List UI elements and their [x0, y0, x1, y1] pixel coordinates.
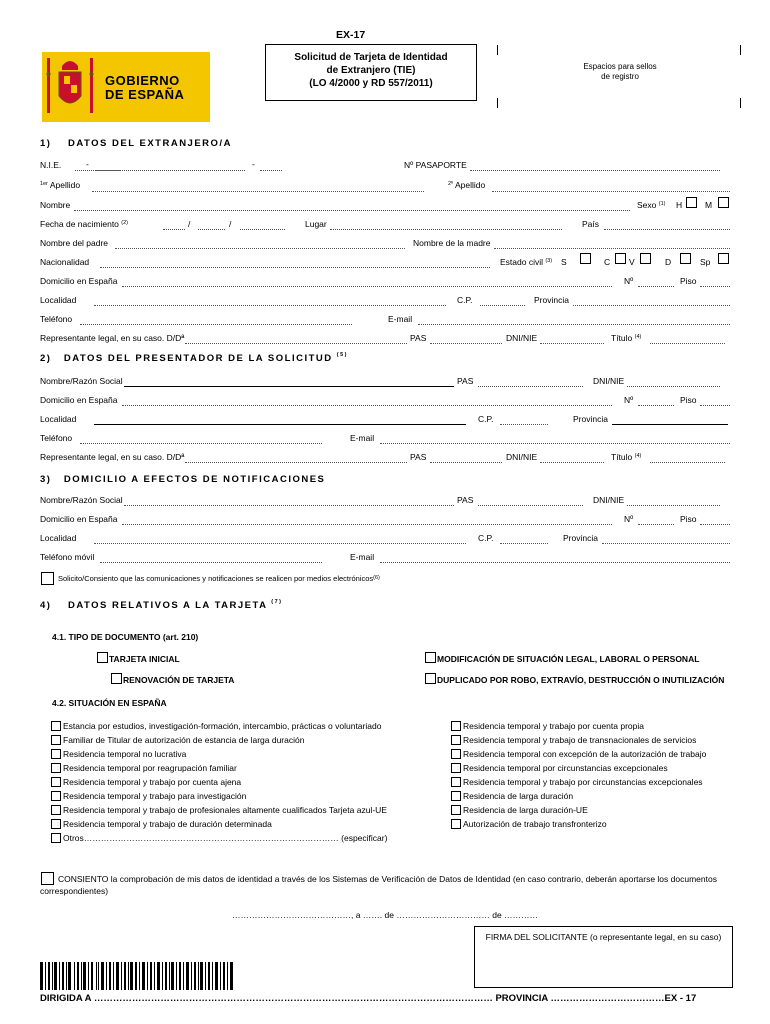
- doc-type-checkbox[interactable]: [425, 652, 436, 663]
- doc-type-label: TARJETA INICIAL: [109, 654, 180, 664]
- section-2-title: 2) DATOS DEL PRESENTADOR DE LA SOLICITUD $^{(5)}$: [40, 352, 348, 364]
- email-field[interactable]: [418, 324, 730, 325]
- notif-address-label: Domicilio en España: [40, 514, 118, 524]
- notif-city-label: Localidad: [40, 533, 77, 543]
- situation-label: Residencia de larga duración-UE: [463, 805, 588, 815]
- sex-m-checkbox[interactable]: [718, 197, 729, 208]
- government-logo: [42, 52, 210, 122]
- presenter-name-field[interactable]: [124, 386, 454, 387]
- situation-label: Residencia temporal y trabajo de duración determinada: [63, 819, 272, 829]
- situation-label: Otros……………………………………………………………………………… (especificar): [63, 833, 388, 843]
- situation-checkbox[interactable]: [451, 749, 461, 759]
- father-label: Nombre del padre: [40, 238, 109, 248]
- stamp-label: Espacios para sellos de registro: [583, 62, 657, 81]
- situation-checkbox[interactable]: [451, 721, 461, 731]
- mother-label: Nombre de la madre: [413, 238, 491, 248]
- doc-type-checkbox[interactable]: [97, 652, 108, 663]
- civil-c-checkbox[interactable]: [615, 253, 626, 264]
- civil-d-checkbox[interactable]: [680, 253, 691, 264]
- logo-text-line2: DE ESPAÑA: [105, 87, 185, 102]
- father-field[interactable]: [115, 248, 405, 249]
- addressed-to-line: DIRIGIDA A ……………………………………………………………………………………………………………… PROVINCIA ………………………………EX - 17: [40, 993, 697, 1004]
- civil-s-checkbox[interactable]: [580, 253, 591, 264]
- floor-field[interactable]: [700, 286, 730, 287]
- situation-checkbox[interactable]: [51, 749, 61, 759]
- birth-month-field[interactable]: [198, 229, 225, 230]
- situation-label: Residencia temporal con excepción de la autorización de trabajo: [463, 749, 707, 759]
- form-code: EX-17: [336, 29, 366, 41]
- second-surname-field[interactable]: [492, 191, 730, 192]
- presenter-email-field[interactable]: [380, 443, 730, 444]
- title-line1: Solicitud de Tarjeta de Identidad: [294, 52, 448, 63]
- stamp-corner: [497, 98, 498, 108]
- representative-title-field[interactable]: [650, 343, 725, 344]
- civil-status-label: Estado civil $^{(3)}$: [500, 257, 553, 267]
- nie-field-3[interactable]: [260, 170, 282, 171]
- first-surname-label: $^{1er}$ Apellido: [40, 180, 81, 190]
- situation-checkbox[interactable]: [51, 791, 61, 801]
- birthdate-label: Fecha de nacimiento $^{(2)}$: [40, 219, 129, 229]
- birth-day-field[interactable]: [163, 229, 185, 230]
- nie-label: N.I.E.: [40, 160, 62, 170]
- situation-checkbox[interactable]: [451, 735, 461, 745]
- title-box: [265, 44, 477, 101]
- notif-mobile-label: Teléfono móvil: [40, 552, 95, 562]
- presenter-rep-title-field[interactable]: [650, 462, 725, 463]
- situation-checkbox[interactable]: [451, 791, 461, 801]
- identity-consent-line2: correspondientes): [40, 886, 109, 896]
- address-label: Domicilio en España: [40, 276, 118, 286]
- situation-checkbox[interactable]: [451, 763, 461, 773]
- country-label: País: [582, 219, 600, 229]
- email-label: E-mail: [388, 314, 413, 324]
- section-4-title: 4) DATOS RELATIVOS A LA TARJETA $^{(7)}$: [40, 599, 283, 611]
- sex-label: Sexo $^{(1)}$: [637, 200, 666, 210]
- section-3-title: 3) DOMICILIO A EFECTOS DE NOTIFICACIONES: [40, 474, 326, 485]
- nationality-label: Nacionalidad: [40, 257, 90, 267]
- doc-type-label: RENOVACIÓN DE TARJETA: [123, 675, 235, 685]
- notif-dni-field[interactable]: [627, 505, 720, 506]
- province-field[interactable]: [573, 305, 730, 306]
- situation-label: Residencia temporal no lucrativa: [63, 749, 187, 759]
- signature-label: FIRMA DEL SOLICITANTE (o representante legal, en su caso): [485, 932, 722, 942]
- situation-label: Residencia temporal por circunstancias excepcionales: [463, 763, 668, 773]
- representative-dni-field[interactable]: [540, 343, 604, 344]
- presenter-city-label: Localidad: [40, 414, 77, 424]
- situation-label: Residencia temporal y trabajo de profesionales altamente cualificados Tarjeta azul-UE: [63, 805, 387, 815]
- presenter-name-label: Nombre/Razón Social: [40, 376, 123, 386]
- electronic-notif-checkbox[interactable]: [41, 572, 54, 585]
- representative-label: Representante legal, en su caso. D/Dª: [40, 333, 185, 343]
- situation-checkbox[interactable]: [451, 819, 461, 829]
- phone-field[interactable]: [80, 324, 352, 325]
- doc-type-checkbox[interactable]: [425, 673, 436, 684]
- presenter-province-field[interactable]: [612, 424, 728, 425]
- situation-checkbox[interactable]: [51, 833, 61, 843]
- presenter-phone-field[interactable]: [80, 443, 322, 444]
- situation-checkbox[interactable]: [51, 721, 61, 731]
- identity-consent-checkbox[interactable]: [41, 872, 54, 885]
- situation-subtitle: 4.2. SITUACIÓN EN ESPAÑA: [52, 698, 167, 708]
- presenter-dni-field[interactable]: [627, 386, 720, 387]
- situation-label: Autorización de trabajo transfronterizo: [463, 819, 607, 829]
- situation-checkbox[interactable]: [51, 735, 61, 745]
- doc-type-label: DUPLICADO POR ROBO, EXTRAVÍO, DESTRUCCIÓN O INUTILIZACIÓN: [437, 675, 725, 685]
- situation-checkbox[interactable]: [51, 777, 61, 787]
- section-1-title: 1) DATOS DEL EXTRANJERO/A: [40, 138, 232, 149]
- signature-box[interactable]: [474, 926, 733, 988]
- situation-checkbox[interactable]: [51, 805, 61, 815]
- country-field[interactable]: [604, 229, 730, 230]
- title-line2: de Extranjero (TIE): [326, 65, 416, 76]
- presenter-floor-field[interactable]: [700, 405, 730, 406]
- situation-label: Residencia temporal y trabajo para investigación: [63, 791, 247, 801]
- birthplace-field[interactable]: [330, 229, 562, 230]
- first-surname-field[interactable]: [92, 191, 424, 192]
- situation-label: Residencia temporal y trabajo por cuenta ajena: [63, 777, 242, 787]
- stamp-corner: [497, 45, 498, 55]
- passport-field[interactable]: [470, 170, 720, 171]
- barcode-icon: [40, 962, 236, 990]
- situation-checkbox[interactable]: [51, 819, 61, 829]
- notif-name-label: Nombre/Razón Social: [40, 495, 123, 505]
- city-field[interactable]: [94, 305, 446, 306]
- stamp-corner: [740, 45, 741, 55]
- phone-label: Teléfono: [40, 314, 73, 324]
- postal-code-field[interactable]: [480, 305, 525, 306]
- notif-number-field[interactable]: [638, 524, 674, 525]
- sex-h-checkbox[interactable]: [686, 197, 697, 208]
- situation-label: Familiar de Titular de autorización de estancia de larga duración: [63, 735, 305, 745]
- presenter-pas-field[interactable]: [478, 386, 583, 387]
- date-place-line: ……………………………………, a ……. de …………………………… de …………: [232, 910, 539, 920]
- address-number-field[interactable]: [638, 286, 674, 287]
- electronic-notif-label: Solicito/Consiento que las comunicaciones y notificaciones se realicen por medios electrónicos$^{(6)}$: [58, 574, 380, 583]
- stamp-corner: [740, 98, 741, 108]
- notif-mobile-field[interactable]: [100, 562, 322, 563]
- civil-v-checkbox[interactable]: [640, 253, 651, 264]
- presenter-rep-pas-field[interactable]: [430, 462, 502, 463]
- doc-type-checkbox[interactable]: [111, 673, 122, 684]
- notif-pas-field[interactable]: [478, 505, 583, 506]
- city-label: Localidad: [40, 295, 77, 305]
- presenter-representative-field[interactable]: [185, 462, 407, 463]
- doc-type-label: MODIFICACIÓN DE SITUACIÓN LEGAL, LABORAL O PERSONAL: [437, 654, 700, 664]
- notif-floor-field[interactable]: [700, 524, 730, 525]
- notif-cp-field[interactable]: [500, 543, 548, 544]
- presenter-cp-field[interactable]: [500, 424, 548, 425]
- name-label: Nombre: [40, 200, 71, 210]
- situation-checkbox[interactable]: [51, 763, 61, 773]
- notif-address-field[interactable]: [122, 524, 612, 525]
- birthplace-label: Lugar: [305, 219, 327, 229]
- notif-email-field[interactable]: [380, 562, 730, 563]
- civil-sp-checkbox[interactable]: [718, 253, 729, 264]
- situation-label: Estancia por estudios, investigación-formación, intercambio, prácticas o voluntariado: [63, 721, 382, 731]
- presenter-address-field[interactable]: [122, 405, 612, 406]
- situation-label: Residencia temporal y trabajo por circunstancias excepcionales: [463, 777, 703, 787]
- notif-province-field[interactable]: [602, 543, 730, 544]
- coat-of-arms-icon: [42, 52, 102, 122]
- notif-name-field[interactable]: [124, 505, 454, 506]
- presenter-number-field[interactable]: [638, 405, 674, 406]
- nationality-field[interactable]: [100, 267, 490, 268]
- passport-label: Nº PASAPORTE: [404, 160, 467, 170]
- logo-text-line1: GOBIERNO: [105, 73, 180, 88]
- situation-label: Residencia de larga duración: [463, 791, 574, 801]
- nie-field-2[interactable]: [95, 170, 245, 171]
- notif-city-field[interactable]: [94, 543, 466, 544]
- presenter-rep-dni-field[interactable]: [540, 462, 604, 463]
- second-surname-label: $^{2º}$ Apellido: [448, 180, 486, 190]
- situation-checkbox[interactable]: [451, 777, 461, 787]
- situation-label: Residencia temporal y trabajo de transnacionales de servicios: [463, 735, 697, 745]
- representative-pas-field[interactable]: [430, 343, 502, 344]
- presenter-phone-label: Teléfono: [40, 433, 73, 443]
- birth-year-field[interactable]: [240, 229, 285, 230]
- situation-checkbox[interactable]: [451, 805, 461, 815]
- identity-consent-line1: CONSIENTO la comprobación de mis datos de identidad a través de los Sistemas de Verificación de Datos de Identidad (en caso contrario, deberán aportarse los documentos: [58, 874, 717, 884]
- presenter-address-label: Domicilio en España: [40, 395, 118, 405]
- address-field[interactable]: [122, 286, 612, 287]
- name-field[interactable]: [74, 210, 630, 211]
- doc-type-subtitle: 4.1. TIPO DE DOCUMENTO (art. 210): [52, 632, 199, 642]
- presenter-city-field[interactable]: [94, 424, 466, 425]
- title-line3: (LO 4/2000 y RD 557/2011): [309, 78, 433, 89]
- situation-label: Residencia temporal y trabajo por cuenta propia: [463, 721, 644, 731]
- situation-label: Residencia temporal por reagrupación familiar: [63, 763, 237, 773]
- representative-field[interactable]: [185, 343, 407, 344]
- presenter-representative-label: Representante legal, en su caso. D/Dª: [40, 452, 185, 462]
- mother-field[interactable]: [494, 248, 730, 249]
